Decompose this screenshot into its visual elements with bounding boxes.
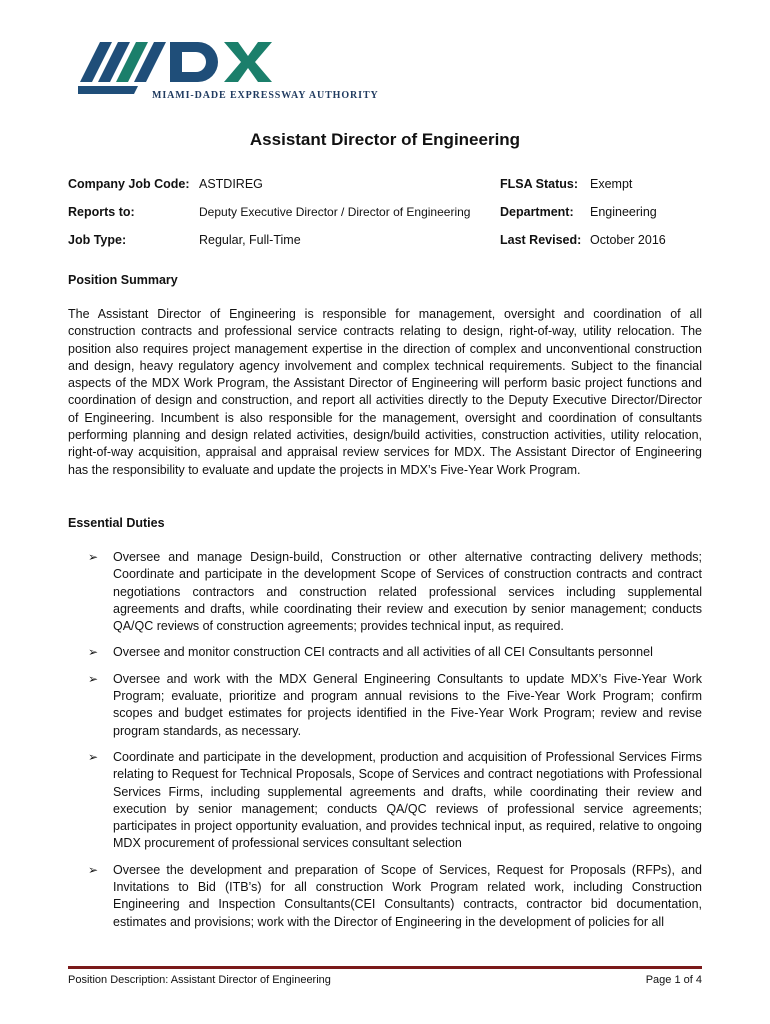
duty-text: Oversee and monitor construction CEI contracts and all activities of all CEI Consultants personnel [113, 645, 653, 660]
list-item [88, 644, 702, 661]
job-code-value: ASTDIREG [199, 177, 263, 191]
job-type-label: Job Type: [68, 233, 127, 247]
page-number: Page 1 of 4 [645, 974, 702, 986]
list-item [88, 862, 702, 931]
reports-value: Deputy Executive Director / Director of Engineering [199, 205, 471, 219]
duties-heading: Essential Duties [68, 516, 165, 530]
reports-label: Reports to: [68, 205, 135, 219]
arrow-bullet-icon: ➢ [88, 862, 99, 877]
footer-description: Position Description: Assistant Director of Engineering [68, 974, 331, 986]
job-code-label: Company Job Code: [68, 177, 190, 191]
revised-label: Last Revised: [500, 233, 582, 247]
arrow-bullet-icon: ➢ [88, 671, 99, 686]
department-label: Department: [500, 205, 574, 219]
job-type-value: Regular, Full-Time [199, 233, 301, 247]
flsa-label: FLSA Status: [500, 177, 579, 191]
summary-paragraph: The Assistant Director of Engineering is responsible for management, oversight and coordination of all construction contracts and professional service contracts relating to design, right-of-way, utility relocation. The position also requires project management expertise in the direction of complex and unconventional construction and design, heavy regulatory agency involvement and complex technical requirements. Subject to the financial aspects of the MDX Work Program, the Assistant Director of Engineering will perform basic project functions and coordination of design and construction, and report all activities directly to the Deputy Executive Director/Director of Engineering. Incumbent is also responsible for the management, oversight and coordination of consultants performing planning and design related activities, design/build activities, construction activities, utility relocation, right-of-way acquisition, appraisal and appraisal review services for MDX. The Assistant Director of Engineering has the responsibility to evaluate and update the projects in MDX’s Five-Year Work Program. [68, 307, 702, 477]
duties-list [88, 549, 702, 940]
summary-heading: Position Summary [68, 273, 178, 287]
duty-text: Oversee and work with the MDX General Engineering Consultants to update MDX’s Five-Year Work Program; evaluate, prioritize and program annual revisions to the Five-Year Work Program; confirm scopes and budget estimates for projects identified in the Five-Year Work Program; review and revise program standards, as necessary. [113, 671, 702, 738]
list-item [88, 549, 702, 635]
revised-value: October 2016 [590, 233, 666, 247]
list-item [88, 749, 702, 853]
flsa-value: Exempt [590, 177, 633, 191]
duty-text: Coordinate and participate in the development, production and acquisition of Professional Services Firms relating to Request for Technical Proposals, Scope of Services and contract negotiations with Professional Services Firms, including supplemental agreements and drafts, while coordinating their review and execution by senior management; conducts QA/QC reviews of professional service agreements; participates in project opportunity evaluation, and provides technical input, as required, relative to ongoing MDX procurement of professional services consultant selection [113, 749, 702, 851]
logo-tagline: MIAMI-DADE EXPRESSWAY AUTHORITY [152, 90, 379, 101]
arrow-bullet-icon: ➢ [88, 645, 99, 660]
duty-text: Oversee and manage Design-build, Construction or other alternative contracting delivery methods; Coordinate and participate in the development Scope of Services of construction contracts and contract negotiations contractors and construction related professional services including supplemental agreements and drafts, while coordinating their review and execution by senior management; conducts QA/QC reviews of construction agreements; provides technical input, as required. [113, 550, 702, 634]
list-item [88, 671, 702, 740]
duty-text: Oversee the development and preparation of Scope of Services, Request for Proposals (RFPs), and Invitations to Bid (ITB’s) for all construction Work Program related work, including Construction Engineering and Inspection Consultants(CEI Consultants) contracts, contractor bid documentation, estimates and provisions; work with the Director of Engineering in the development of policies for all [113, 862, 702, 929]
footer-divider [68, 966, 702, 969]
department-value: Engineering [590, 205, 657, 219]
page-title: Assistant Director of Engineering [249, 130, 521, 149]
arrow-bullet-icon: ➢ [88, 749, 99, 764]
arrow-bullet-icon: ➢ [88, 550, 99, 564]
